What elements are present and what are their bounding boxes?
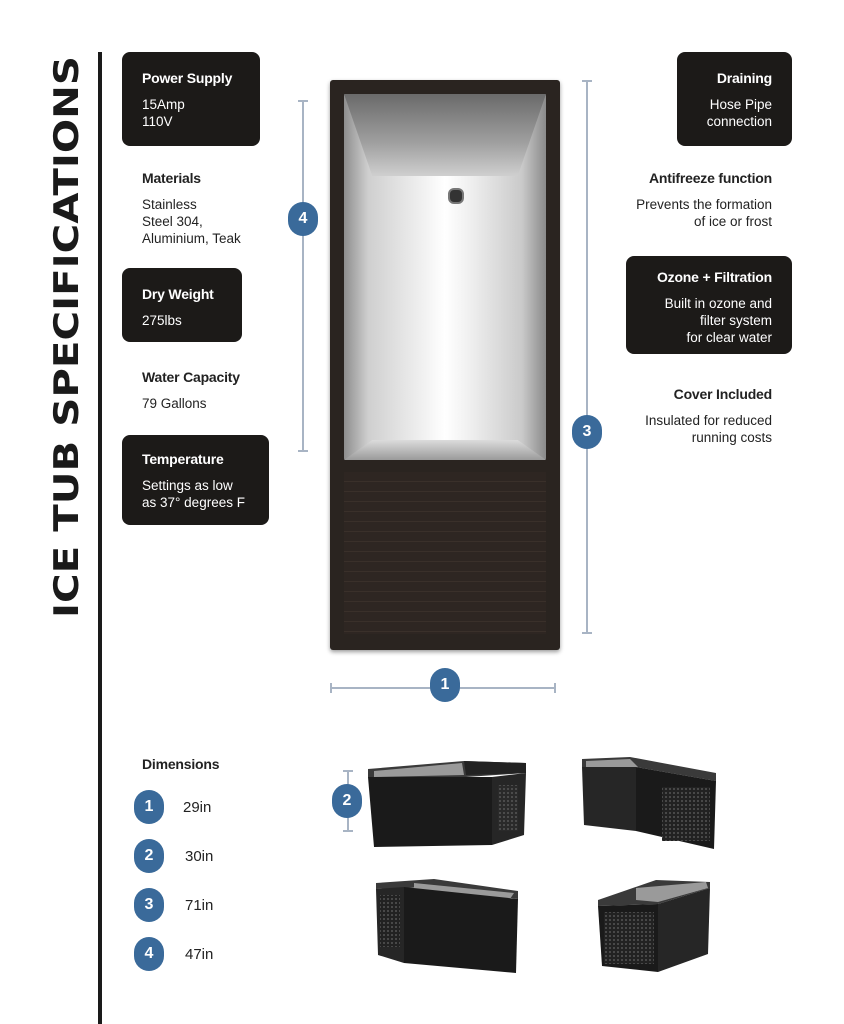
vertical-title — [44, 52, 88, 618]
spec-ozone-filtration — [626, 256, 792, 354]
spec-dry-weight — [122, 268, 242, 342]
dim-value-2: 30in — [185, 848, 214, 865]
spec-heading: Water Capacity — [142, 369, 240, 385]
spec-heading: Dry Weight — [142, 286, 214, 302]
spec-body: 79 Gallons — [142, 396, 207, 411]
dim-value-3: 71in — [185, 897, 214, 914]
tub-view-front-left — [366, 755, 528, 850]
dim-line-3 — [586, 80, 588, 634]
dim-cap — [298, 450, 308, 452]
spec-body: 15Amp 110V — [142, 97, 185, 129]
spec-body: 275lbs — [142, 313, 182, 328]
dim-badge-1: 1 — [134, 790, 164, 824]
spec-materials — [142, 170, 282, 247]
spec-water-capacity — [142, 369, 282, 412]
vertical-divider — [98, 52, 102, 1024]
basin-front-wall — [344, 440, 546, 460]
dim-cap — [330, 683, 332, 693]
spec-heading: Materials — [142, 170, 201, 186]
dim-cap — [582, 80, 592, 82]
marker-3: 3 — [572, 415, 602, 449]
dim-cap — [343, 770, 353, 772]
marker-4: 4 — [288, 202, 318, 236]
dim-value-1: 29in — [183, 799, 212, 816]
teak-cover-slats — [344, 472, 546, 634]
spec-body: Stainless Steel 304, Aluminium, Teak — [142, 197, 241, 246]
dimensions-section — [142, 756, 219, 772]
dim-line-4 — [302, 100, 304, 452]
drain-icon — [448, 188, 464, 204]
ice-tub-top-view — [330, 80, 560, 650]
dim-cap — [582, 632, 592, 634]
spec-body: Settings as low as 37° degrees F — [142, 478, 245, 510]
spec-heading: Antifreeze function — [649, 170, 772, 186]
dim-value-4: 47in — [185, 946, 214, 963]
dim-badge-4: 4 — [134, 937, 164, 971]
spec-heading: Cover Included — [673, 386, 772, 402]
spec-antifreeze — [600, 170, 772, 230]
spec-heading: Draining — [716, 70, 772, 86]
dimensions-heading: Dimensions — [142, 756, 220, 772]
vertical-title-svg — [44, 52, 88, 618]
spec-draining — [677, 52, 792, 146]
spec-heading: Temperature — [142, 451, 224, 467]
spec-body: Prevents the formation of ice or frost — [636, 197, 772, 229]
spec-cover-included — [600, 386, 772, 446]
spec-temperature — [122, 435, 269, 525]
spec-body: Built in ozone and filter system for clear water — [664, 296, 772, 345]
dim-badge-2: 2 — [134, 839, 164, 873]
tub-basin — [344, 94, 546, 460]
tub-view-side-left — [374, 877, 520, 975]
dim-cap — [343, 830, 353, 832]
spec-heading: Ozone + Filtration — [656, 269, 772, 285]
dim-cap — [298, 100, 308, 102]
spec-power-supply — [122, 52, 260, 146]
vertical-title-text: ICE TUB SPECIFICATIONS — [47, 144, 87, 618]
dim-badge-3: 3 — [134, 888, 164, 922]
spec-body: Insulated for reduced running costs — [645, 413, 772, 445]
spec-heading: Power Supply — [142, 70, 233, 86]
spec-body: Hose Pipe connection — [706, 97, 772, 129]
marker-1: 1 — [430, 668, 460, 702]
basin-back-wall — [344, 94, 546, 176]
marker-2: 2 — [332, 784, 362, 818]
tub-view-back-right — [580, 755, 718, 850]
dim-cap — [554, 683, 556, 693]
tub-view-side-right — [596, 878, 712, 974]
